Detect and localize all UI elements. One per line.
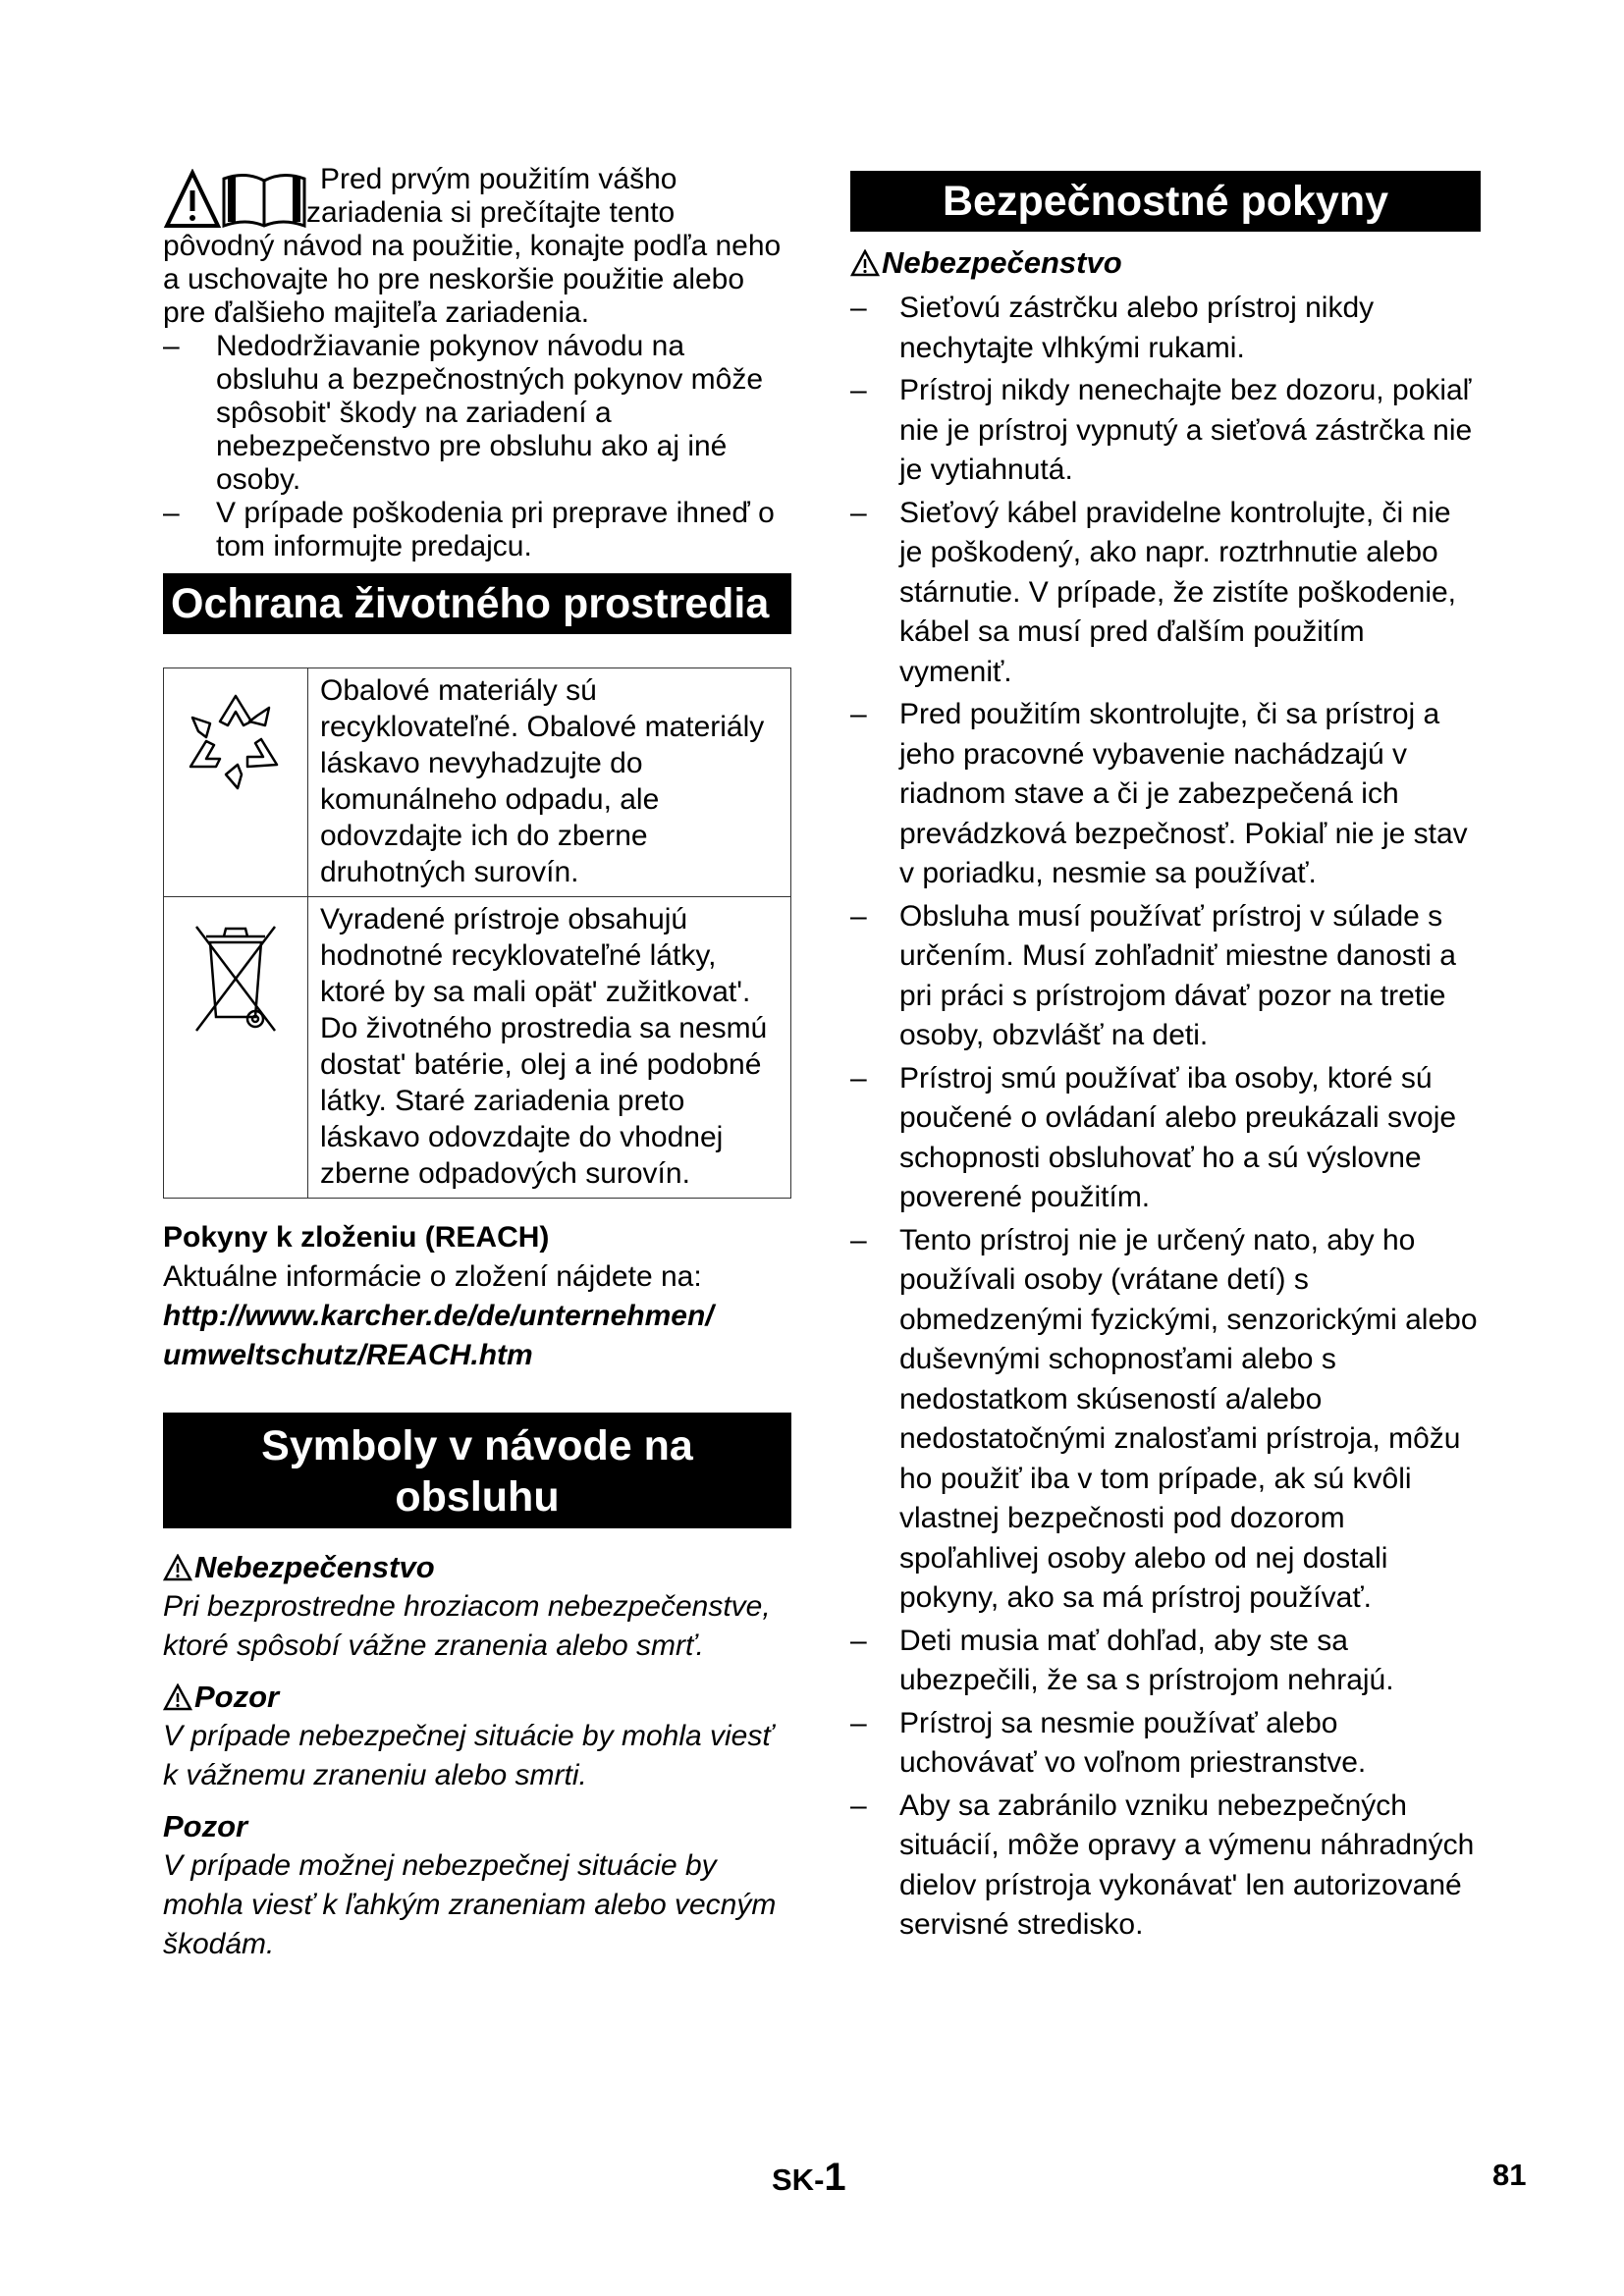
list-item: – Prístroj sa nesmie používať alebo uchovávať vo voľnom priestranstve. [850,1704,1481,1784]
list-item: – Sieťový kábel pravidelne kontrolujte, či nie je poškodený, ako napr. roztrhnutie alebo stárnutie. V prípade, že zistíte poškodenie, kábel sa musí pred ďalším použitím vymeniť. [850,494,1481,693]
table-row [164,897,791,1199]
warning-label: Pozor [163,1678,791,1717]
reach-link[interactable] [163,1297,791,1375]
list-item: – Deti musia mať dohľad, aby ste sa ubezpečili, že sa s prístrojom nehrajú. [850,1622,1481,1701]
list-item: – Prístroj smú používať iba osoby, ktoré sú poučené o ovládaní alebo preukázali svoje schopnosti obsluhovať ho a sú výslovne poverené použitím. [850,1059,1481,1218]
recycling-icon [179,686,293,794]
intro-text-line1: Pred prvým použitím vášho [320,163,677,195]
intro-list [163,330,791,563]
devices-text: Vyradené prístroje obsahujú hodnotné recyklovateľné látky, ktoré by sa mali opät' zužitkovat'. Do životného prostredia sa nesmú dostat' batérie, olej a iné podobné látky. Staré zariadenia preto láskavo odovzdajte do vhodnej zberne odpadových surovín. [308,897,791,1199]
danger-text: Pri bezprostredne hroziacom nebezpečenstve, ktoré spôsobí vážne zranenia alebo smrť. [163,1590,771,1662]
list-item: – Tento prístroj nie je určený nato, aby ho používali osoby (vrátane detí) s obmedzenými fyzickými, senzorickými alebo duševnými schopnosťami alebo s nedostatkom skúseností a/alebo nedostatočnými znalosťami prístroja, môžu ho použiť iba v tom prípade, ak sú kvôli vlastnej bezpečnosti pod dozorom spoľahlivej osoby alebo od nej dostali pokyny, ako sa má prístroj používať. [850,1221,1481,1619]
caution-label: Pozor [163,1809,248,1843]
environment-table [163,667,791,1199]
caution-text: V prípade možnej nebezpečnej situácie by mohla viesť k ľahkým zraneniam alebo vecným škodám. [163,1849,777,1960]
warning-triangle-icon [163,1554,192,1581]
safety-danger-label: Nebezpečenstvo [850,243,1481,283]
reach-link-line2[interactable]: umweltschutz/REACH.htm [163,1339,533,1371]
safety-list [850,289,1481,1946]
list-item: – Prístroj nikdy nenechajte bez dozoru, pokiaľ nie je prístroj vypnutý a sieťová zástrčka nie je vytiahnutá. [850,371,1481,491]
reach-link-line1[interactable]: http://www.karcher.de/de/unternehmen/ [163,1300,714,1332]
warning-triangle-icon [850,249,880,277]
list-item: – Pred použitím skontrolujte, či sa prístroj a jeho pracovné vybavenie nachádzajú v riadnom stave a či je zabezpečená ich prevádzková bezpečnosť. Pokiaľ nie je stav v poriadku, nesmie sa používať. [850,695,1481,894]
symbols-heading: Symboly v návode na obsluhu [163,1413,791,1528]
intro-text: pôvodný návod na použitie, konajte podľa neho a uschovajte ho pre neskoršie použitie alebo pre ďalšieho majiteľa zariadenia. [163,230,782,329]
warning-text: V prípade nebezpečnej situácie by mohla viesť k vážnemu zraneniu alebo smrti. [163,1720,773,1791]
danger-label: Nebezpečenstvo [163,1548,791,1587]
warning-manual-icon [163,169,306,230]
left-column [163,163,791,1964]
list-item: – V prípade poškodenia pri preprave ihneď o tom informujte predajcu. [163,497,791,563]
intro-text-line2: zariadenia si prečítajte tento [306,196,676,229]
list-item: – Sieťovú zástrčku alebo prístroj nikdy nechytajte vlhkými rukami. [850,289,1481,368]
table-row [164,668,791,897]
right-column [850,171,1481,1949]
list-item: – Aby sa zabránilo vzniku nebezpečných situácií, môže opravy a výmenu náhradných dielov prístroja vykonávat' len autorizované servisné stredisko. [850,1787,1481,1946]
warning-triangle-icon [163,1683,192,1711]
environment-heading: Ochrana životného prostredia [163,573,791,634]
packaging-text: Obalové materiály sú recyklovateľné. Obalové materiály láskavo nevyhadzujte do komunálneho odpadu, ale odovzdajte ich do zberne druhotných surovín. [308,668,791,897]
footer-section-label: SK-1 [772,2156,846,2199]
reach-text: Aktuálne informácie o zložení nájdete na: [163,1260,702,1293]
reach-heading: Pokyny k zloženiu (REACH) [163,1221,550,1254]
list-item: – Obsluha musí používať prístroj v súlade s určením. Musí zohľadniť miestne danosti a pri práci s prístrojom dávať pozor na tretie osoby, obzvlášť na deti. [850,897,1481,1056]
crossed-bin-icon [189,915,283,1042]
page-number: 81 [1492,2158,1527,2192]
list-item: – Nedodržiavanie pokynov návodu na obsluhu a bezpečnostných pokynov môže spôsobit' škody na zariadení a nebezpečenstvo pre obsluhu ako aj iné osoby. [163,330,791,497]
safety-heading: Bezpečnostné pokyny [850,171,1481,232]
intro [163,163,791,563]
